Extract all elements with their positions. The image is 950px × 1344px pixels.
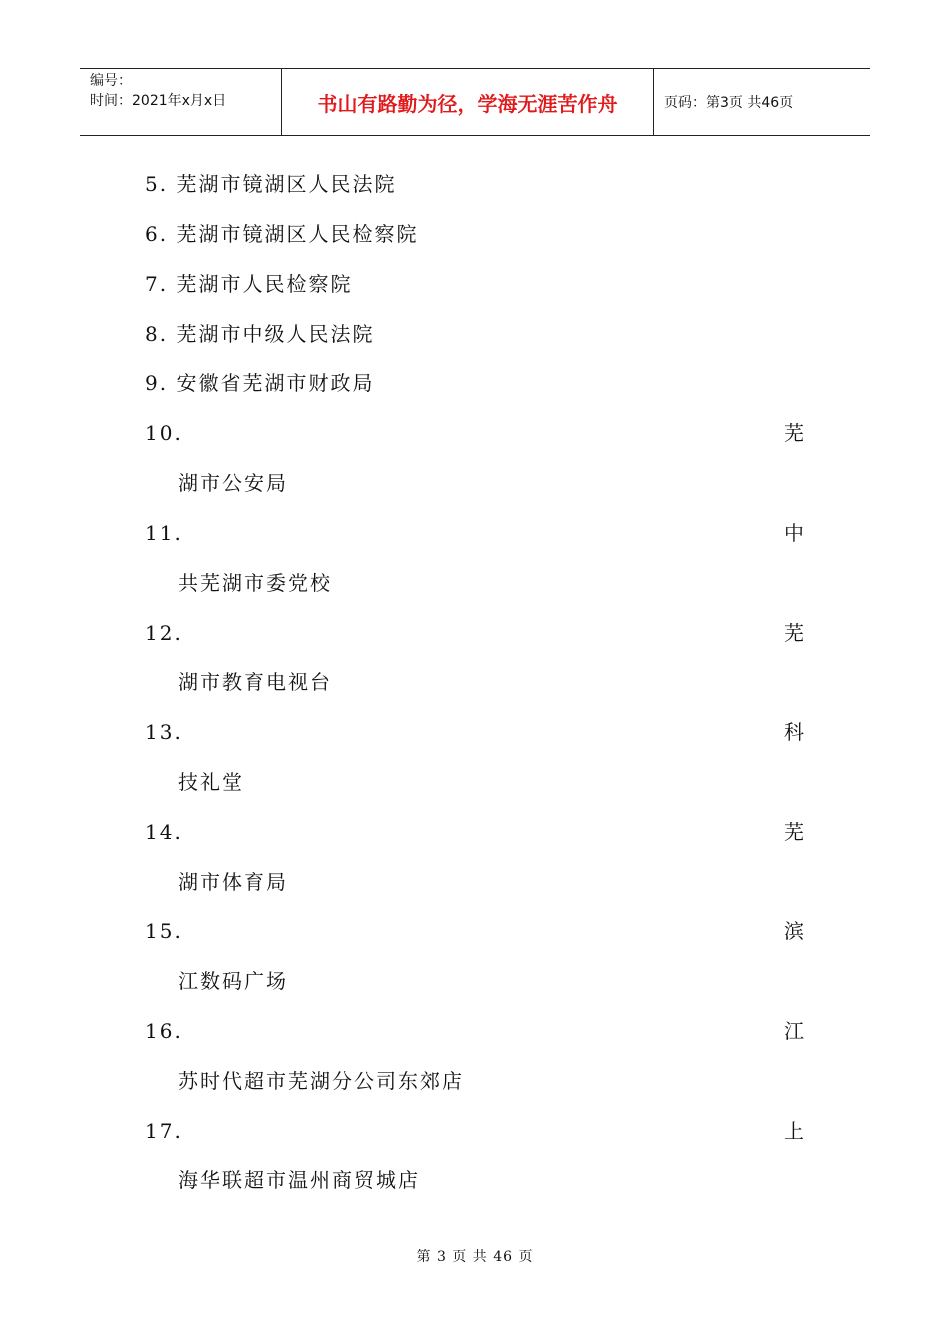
item-continuation: 江数码广场 (178, 969, 288, 993)
item-first-char: 科 (784, 720, 806, 744)
item-number: 15. (145, 919, 183, 943)
item-first-char: 芜 (784, 820, 806, 844)
item-first-char: 江 (784, 1019, 806, 1043)
item-continuation: 共芜湖市委党校 (178, 571, 332, 595)
list-item: 6. 芜湖市镜湖区人民检察院 (145, 222, 419, 246)
item-number: 14. (145, 820, 183, 844)
item-first-char: 芜 (784, 421, 806, 445)
time-label: 时间：2021年x月x日 (90, 93, 227, 109)
item-first-char: 上 (784, 1119, 806, 1143)
item-continuation: 技礼堂 (178, 770, 244, 794)
page-footer: 第 3 页 共 46 页 (416, 1249, 534, 1265)
item-continuation: 湖市体育局 (178, 870, 288, 894)
page-header (80, 68, 870, 136)
item-number: 17. (145, 1119, 183, 1143)
item-first-char: 芜 (784, 621, 806, 645)
list-item: 8. 芜湖市中级人民法院 (145, 322, 375, 346)
item-first-char: 中 (784, 521, 806, 545)
item-number: 10. (145, 421, 183, 445)
item-number: 11. (145, 521, 183, 545)
item-continuation: 苏时代超市芜湖分公司东郊店 (178, 1069, 464, 1093)
item-continuation: 湖市教育电视台 (178, 670, 332, 694)
header-meta (80, 69, 282, 135)
item-continuation: 湖市公安局 (178, 471, 288, 495)
item-number: 16. (145, 1019, 183, 1043)
list-item: 9. 安徽省芜湖市财政局 (145, 371, 375, 395)
item-number: 12. (145, 621, 183, 645)
header-page-info: 页码：第3页 共46页 (664, 95, 794, 111)
code-label: 编号： (90, 73, 132, 89)
item-continuation: 海华联超市温州商贸城店 (178, 1168, 420, 1192)
list-item: 7. 芜湖市人民检察院 (145, 272, 353, 296)
item-number: 13. (145, 720, 183, 744)
item-first-char: 滨 (784, 919, 806, 943)
header-motto: 书山有路勤为径，学海无涯苦作舟 (282, 69, 654, 135)
list-item: 5. 芜湖市镜湖区人民法院 (145, 172, 397, 196)
